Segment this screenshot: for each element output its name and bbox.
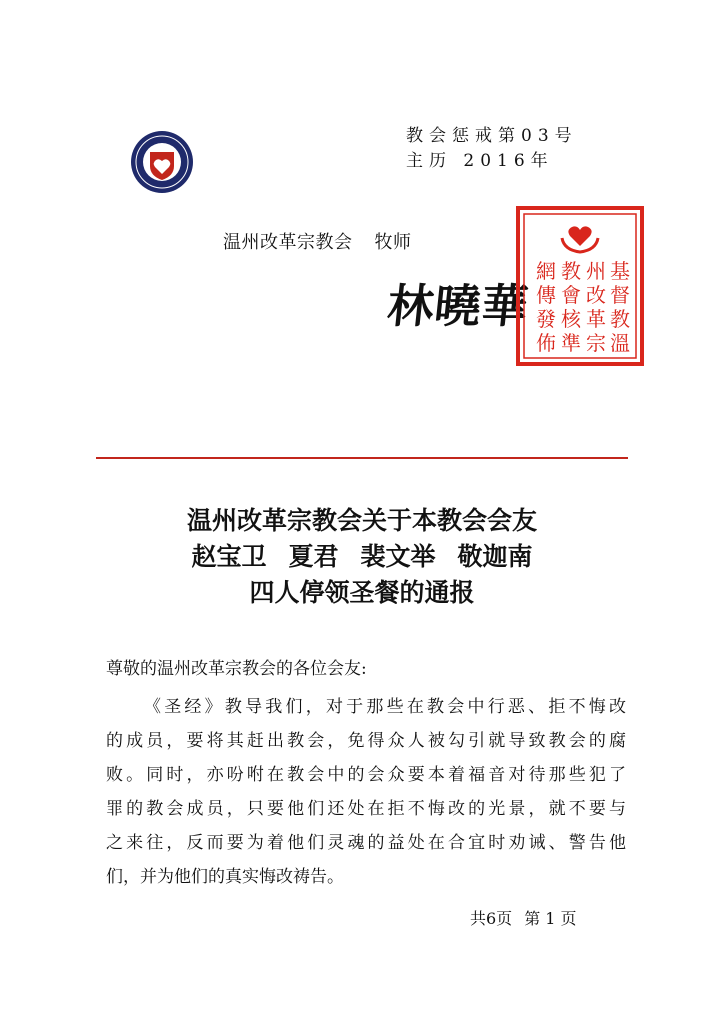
title-name: 裴文举 [360, 542, 436, 571]
total-pages: 共6页 [470, 909, 513, 928]
seal-character: 會 [561, 283, 581, 307]
seal-character: 改 [586, 283, 606, 307]
issuer-line [223, 228, 412, 254]
seal-character: 發 [536, 307, 556, 331]
seal-character: 教 [561, 259, 581, 283]
document-number-block [406, 124, 578, 174]
church-logo-icon [130, 130, 194, 194]
body-line: 《圣经》教导我们，对于那些在教会中行恶、拒不悔改 [144, 697, 626, 717]
body-line: 们，并为他们的真实悔改祷告。 [106, 867, 344, 887]
official-seal-icon [516, 206, 644, 366]
body-line: 之来往，反而要为着他们灵魂的益处在合宜时劝诫、警告他 [106, 833, 626, 853]
body-paragraph [106, 690, 626, 894]
title-name: 赵宝卫 [191, 542, 267, 571]
body-line: 的成员，要将其赶出教会，免得众人被勾引就导致教会的腐 [106, 731, 626, 751]
seal-text-column [536, 259, 556, 355]
salutation: 尊敬的温州改革宗教会的各位会友: [106, 659, 367, 679]
seal-character: 督 [610, 283, 630, 307]
title-line-3: 四人停领圣餐的通报 [249, 578, 475, 607]
seal-character: 核 [561, 307, 581, 331]
seal-character: 州 [586, 259, 606, 283]
issuer-role: 牧师 [374, 232, 412, 253]
title-names-line [60, 539, 664, 575]
seal-character: 基 [610, 259, 630, 283]
title-name: 敬迦南 [457, 542, 533, 571]
issuer-church: 温州改革宗教会 [223, 232, 353, 253]
title-name: 夏君 [288, 542, 339, 571]
seal-character: 佈 [536, 331, 556, 355]
title-line-1: 温州改革宗教会关于本教会会友 [186, 506, 537, 535]
seal-character: 網 [536, 259, 556, 283]
seal-character: 教 [610, 307, 630, 331]
seal-character: 準 [561, 331, 581, 355]
document-title [60, 503, 664, 611]
header-divider [96, 457, 628, 459]
seal-text-column [561, 259, 582, 355]
seal-text-column [610, 259, 630, 355]
body-line: 罪的教会成员，只要他们还处在拒不悔改的光景，就不要与 [106, 799, 626, 819]
page-count [470, 906, 577, 929]
body-line: 败。同时，亦吩咐在教会中的会众要本着福音对待那些犯了 [106, 765, 626, 785]
seal-character: 宗 [586, 331, 606, 355]
seal-text-column [586, 259, 606, 355]
current-page: 第 1 页 [524, 909, 577, 928]
seal-character: 革 [586, 307, 606, 331]
seal-character: 溫 [610, 331, 630, 355]
document-number: 教会惩戒第03号 [406, 126, 578, 146]
pastor-signature: 林曉華 [384, 279, 532, 333]
document-year: 主历 2016年 [406, 151, 554, 171]
seal-character: 傳 [536, 283, 556, 307]
